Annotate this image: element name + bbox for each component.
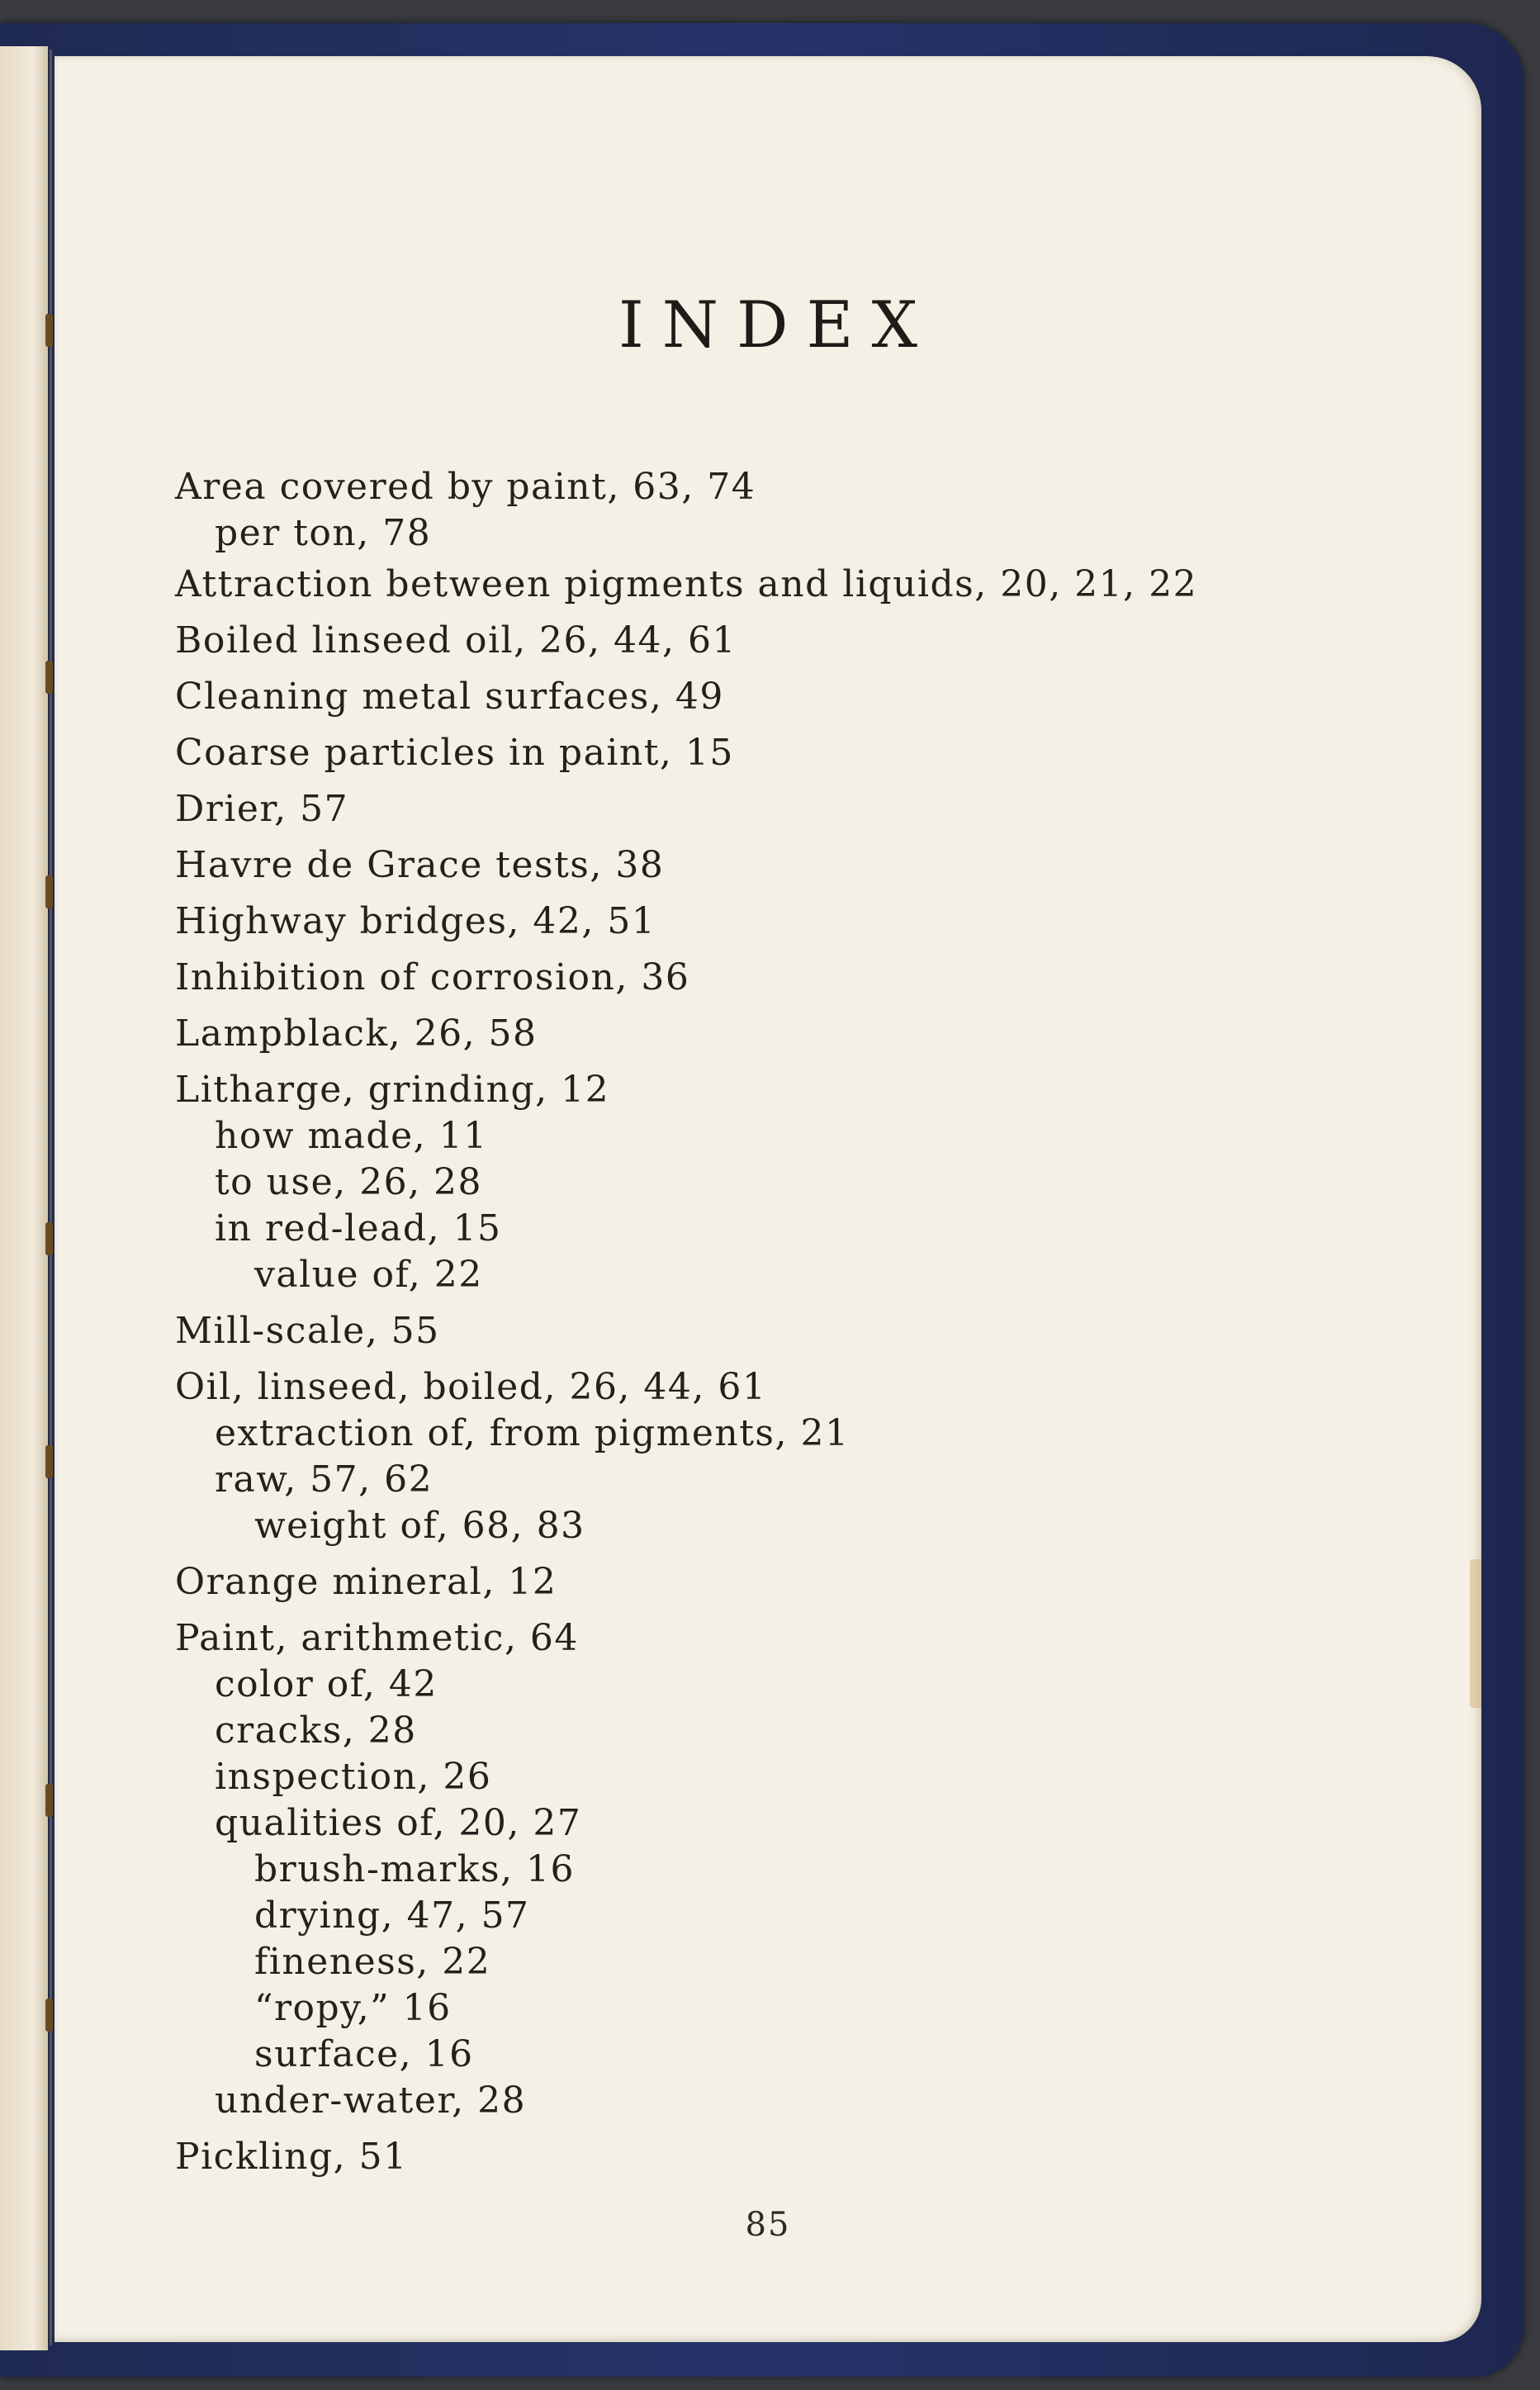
index-subentry: extraction of, from pigments, 21 bbox=[215, 1412, 850, 1454]
book-page bbox=[54, 56, 1481, 2342]
index-subsubentry: surface, 16 bbox=[254, 2033, 474, 2075]
index-entry: Havre de Grace tests, 38 bbox=[175, 844, 665, 886]
index-subsubentry: fineness, 22 bbox=[254, 1941, 491, 1983]
index-entry: Litharge, grinding, 12 bbox=[175, 1069, 610, 1111]
index-subentry: inspection, 26 bbox=[215, 1756, 492, 1798]
index-subsubentry: “ropy,” 16 bbox=[254, 1987, 452, 2029]
index-subsubentry: brush-marks, 16 bbox=[254, 1848, 576, 1890]
index-entry: Lampblack, 26, 58 bbox=[175, 1012, 538, 1055]
index-entry: Area covered by paint, 63, 74 bbox=[175, 466, 756, 508]
index-subentry: under-water, 28 bbox=[215, 2079, 527, 2122]
page-stain bbox=[1470, 1559, 1481, 1708]
index-entry: Mill-scale, 55 bbox=[175, 1310, 440, 1352]
index-subsubentry: drying, 47, 57 bbox=[254, 1894, 530, 1937]
binding-stitch bbox=[45, 1999, 53, 2032]
index-subentry: cracks, 28 bbox=[215, 1710, 417, 1752]
index-subentry: qualities of, 20, 27 bbox=[215, 1802, 582, 1844]
page-number: 85 bbox=[745, 2206, 791, 2244]
index-entry: Inhibition of corrosion, 36 bbox=[175, 956, 690, 998]
index-entry: Highway bridges, 42, 51 bbox=[175, 900, 656, 942]
binding-stitch bbox=[45, 1222, 53, 1255]
index-entry: Orange mineral, 12 bbox=[175, 1561, 557, 1603]
index-entry: Pickling, 51 bbox=[175, 2136, 408, 2178]
page-title: INDEX bbox=[618, 288, 936, 363]
index-entry: Coarse particles in paint, 15 bbox=[175, 732, 734, 774]
index-entry: Drier, 57 bbox=[175, 788, 349, 830]
index-entry: Oil, linseed, boiled, 26, 44, 61 bbox=[175, 1366, 767, 1408]
index-subentry: raw, 57, 62 bbox=[215, 1458, 434, 1501]
binding-stitch bbox=[45, 1445, 53, 1478]
index-subentry: to use, 26, 28 bbox=[215, 1161, 483, 1203]
index-entry: Cleaning metal surfaces, 49 bbox=[175, 676, 724, 718]
binding-stitch bbox=[45, 314, 53, 347]
left-page-edge bbox=[0, 46, 48, 2350]
index-subentry: how made, 11 bbox=[215, 1115, 488, 1157]
index-subentry: per ton, 78 bbox=[215, 512, 432, 554]
index-entry: Boiled linseed oil, 26, 44, 61 bbox=[175, 619, 737, 662]
index-subentry: in red-lead, 15 bbox=[215, 1207, 502, 1250]
binding-stitch bbox=[45, 875, 53, 908]
index-entry: Paint, arithmetic, 64 bbox=[175, 1617, 579, 1659]
index-subsubentry: value of, 22 bbox=[254, 1254, 483, 1296]
index-subentry: color of, 42 bbox=[215, 1663, 438, 1705]
index-subsubentry: weight of, 68, 83 bbox=[254, 1505, 585, 1547]
binding-stitch bbox=[45, 661, 53, 694]
index-entry: Attraction between pigments and liquids, 20, 21, 22 bbox=[175, 563, 1198, 605]
binding-stitch bbox=[45, 1784, 53, 1817]
